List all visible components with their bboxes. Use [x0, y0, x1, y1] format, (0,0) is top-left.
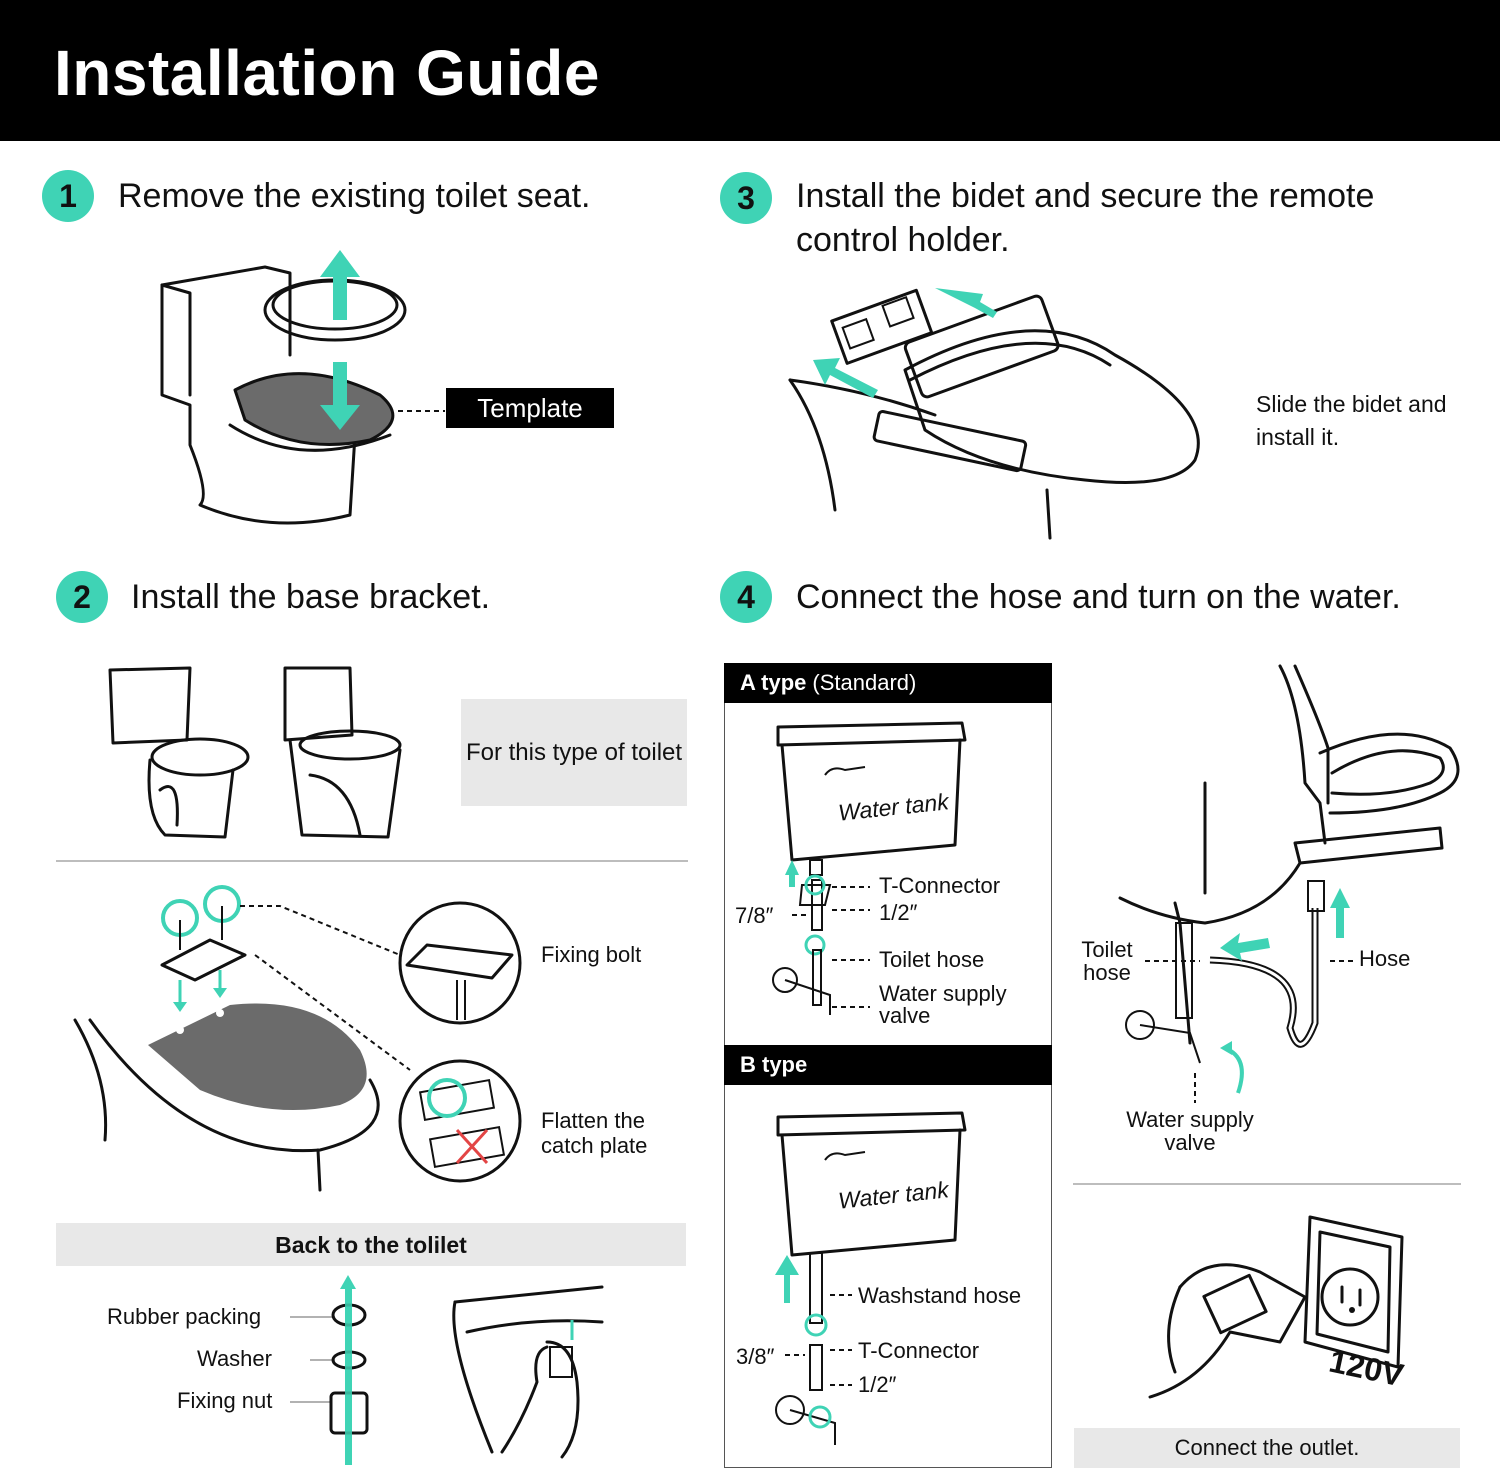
a-type-standard: (Standard)	[812, 670, 917, 695]
a-type-seven-eighths-label: 7/8″	[735, 903, 774, 928]
step-4-title: Connect the hose and turn on the water.	[796, 578, 1401, 616]
a-type-half-inch-label: 1/2″	[879, 900, 918, 925]
toilet-seat-removal-illustration	[150, 245, 420, 565]
washer-label: Washer	[197, 1346, 272, 1371]
step-2-badge: 2	[56, 571, 108, 623]
base-bracket-illustration	[70, 880, 410, 1200]
rubber-packing-label: Rubber packing	[107, 1304, 262, 1329]
b-type-bar	[724, 1045, 1052, 1085]
back-to-toilet-bar: Back to the tolilet	[56, 1223, 686, 1266]
step-3-badge: 3	[720, 172, 772, 224]
bidet-install-illustration	[785, 280, 1215, 550]
page-title: Installation Guide	[54, 37, 600, 109]
b-type-half-inch-label: 1/2″	[858, 1372, 897, 1397]
bolt-stack-illustration	[285, 1275, 395, 1465]
step-4-badge: 4	[720, 571, 772, 623]
flatten-catch-plate-label: Flatten the catch plate	[541, 1108, 648, 1158]
a-type-t-connector-label: T-Connector	[879, 873, 1001, 898]
diagram-hose-label: Hose	[1359, 946, 1411, 971]
hand-tightening-illustration	[452, 1282, 612, 1462]
voltage-label: 120V	[1326, 1342, 1407, 1394]
fixing-bolt-label: Fixing bolt	[541, 942, 642, 967]
b-type-label: B type	[740, 1052, 808, 1077]
b-type-washstand-hose-label: Washstand hose	[858, 1283, 1022, 1308]
b-type-three-eighths-label: 3/8″	[736, 1344, 775, 1369]
page-header	[0, 0, 1500, 141]
toilet-type-note: For this type of toilet	[461, 699, 687, 806]
hose-connection-illustration	[1100, 663, 1470, 1123]
a-type-label: A type	[740, 670, 807, 695]
a-type-water-supply-valve-label: Water supply valve	[879, 981, 1007, 1028]
catch-plate-detail	[397, 1058, 523, 1184]
a-type-toilet-hose-label: Toilet hose	[879, 947, 985, 972]
b-type-t-connector-label: T-Connector	[858, 1338, 980, 1363]
divider	[1073, 1183, 1461, 1185]
a-type-water-tank-label: Water tank	[836, 788, 950, 826]
a-type-water-tank-illustration	[770, 715, 970, 1025]
b-type-water-tank-illustration	[770, 1105, 970, 1455]
template-label: Template	[446, 388, 614, 428]
a-type-bar	[724, 663, 1052, 703]
two-piece-toilet-icon	[105, 665, 250, 845]
step-1-badge: 1	[42, 170, 94, 222]
fixing-bolt-detail	[397, 900, 523, 1026]
b-type-water-tank-label: Water tank	[836, 1176, 950, 1214]
slide-bidet-note: Slide the bidet and install it.	[1256, 391, 1447, 450]
divider	[56, 860, 688, 862]
diagram-toilet-hose-label: Toilet hose	[1081, 937, 1133, 985]
step-2-title: Install the base bracket.	[131, 578, 491, 616]
one-piece-toilet-icon	[280, 665, 405, 845]
diagram-water-supply-valve-label: Water supply valve	[1126, 1107, 1254, 1155]
step-1-title: Remove the existing toilet seat.	[118, 177, 591, 215]
connect-outlet-caption: Connect the outlet.	[1074, 1428, 1460, 1468]
fixing-nut-label: Fixing nut	[177, 1388, 273, 1413]
step-3-title: Install the bidet and secure the remote control holder.	[796, 177, 1375, 259]
